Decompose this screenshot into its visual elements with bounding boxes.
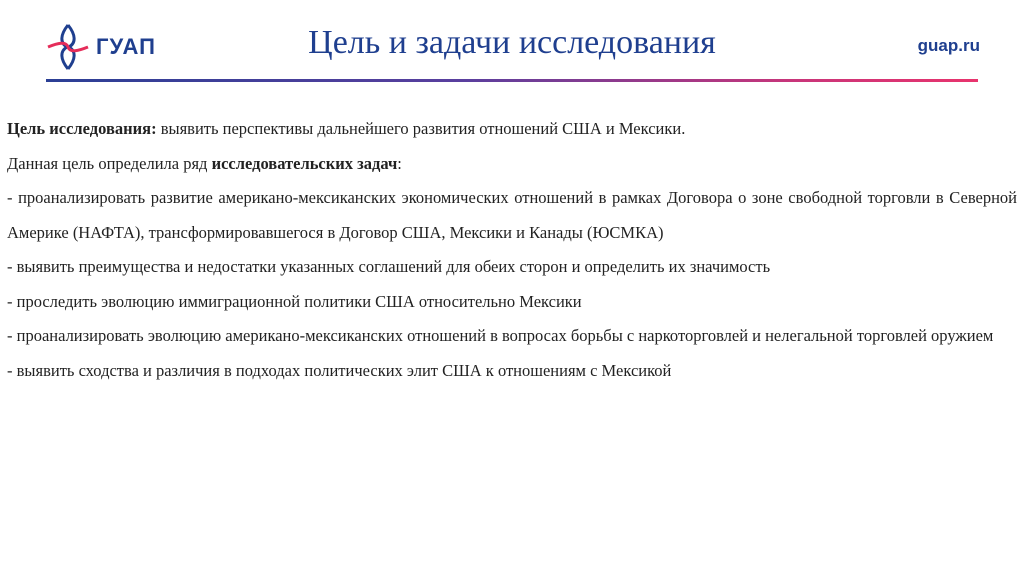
goal-text: выявить перспективы дальнейшего развития отношений США и Мексики. (156, 119, 686, 138)
tasks-intro: Данная цель определила ряд (7, 153, 212, 173)
task-item: - проанализировать развитие американо-мексиканских экономических отношений в рамках Договора о зоне свободной торговли в Северной Америке (НАФТА), трансформировавшегося в Договор США, Мексики и Канады (ЮСМКА) (7, 188, 1017, 242)
tasks-intro-paragraph (7, 147, 1017, 182)
header-divider (46, 79, 978, 82)
goal-label: Цель исследования: (7, 119, 157, 138)
tasks-colon: : (397, 153, 402, 173)
task-item: - проследить эволюцию иммиграционной политики США относительно Мексики (7, 291, 582, 311)
goal-paragraph (7, 112, 1017, 147)
task-item: - выявить преимущества и недостатки указанных соглашений для обеих сторон и определить их значимость (7, 257, 771, 276)
slide-content (7, 112, 1017, 388)
task-item: - выявить сходства и различия в подходах политических элит США к отношениям с Мексикой (7, 360, 672, 380)
task-item: - проанализировать эволюцию американо-мексиканских отношений в вопросах борьбы с наркоторговлей и нелегальной торговлей оружием (7, 326, 994, 345)
page-title: Цель и задачи исследования (308, 24, 716, 61)
tasks-label: исследовательских задач (211, 153, 398, 173)
slide-header (0, 0, 1024, 90)
logo-text: ГУАП (96, 34, 156, 59)
site-link[interactable]: guap.ru (917, 36, 980, 55)
